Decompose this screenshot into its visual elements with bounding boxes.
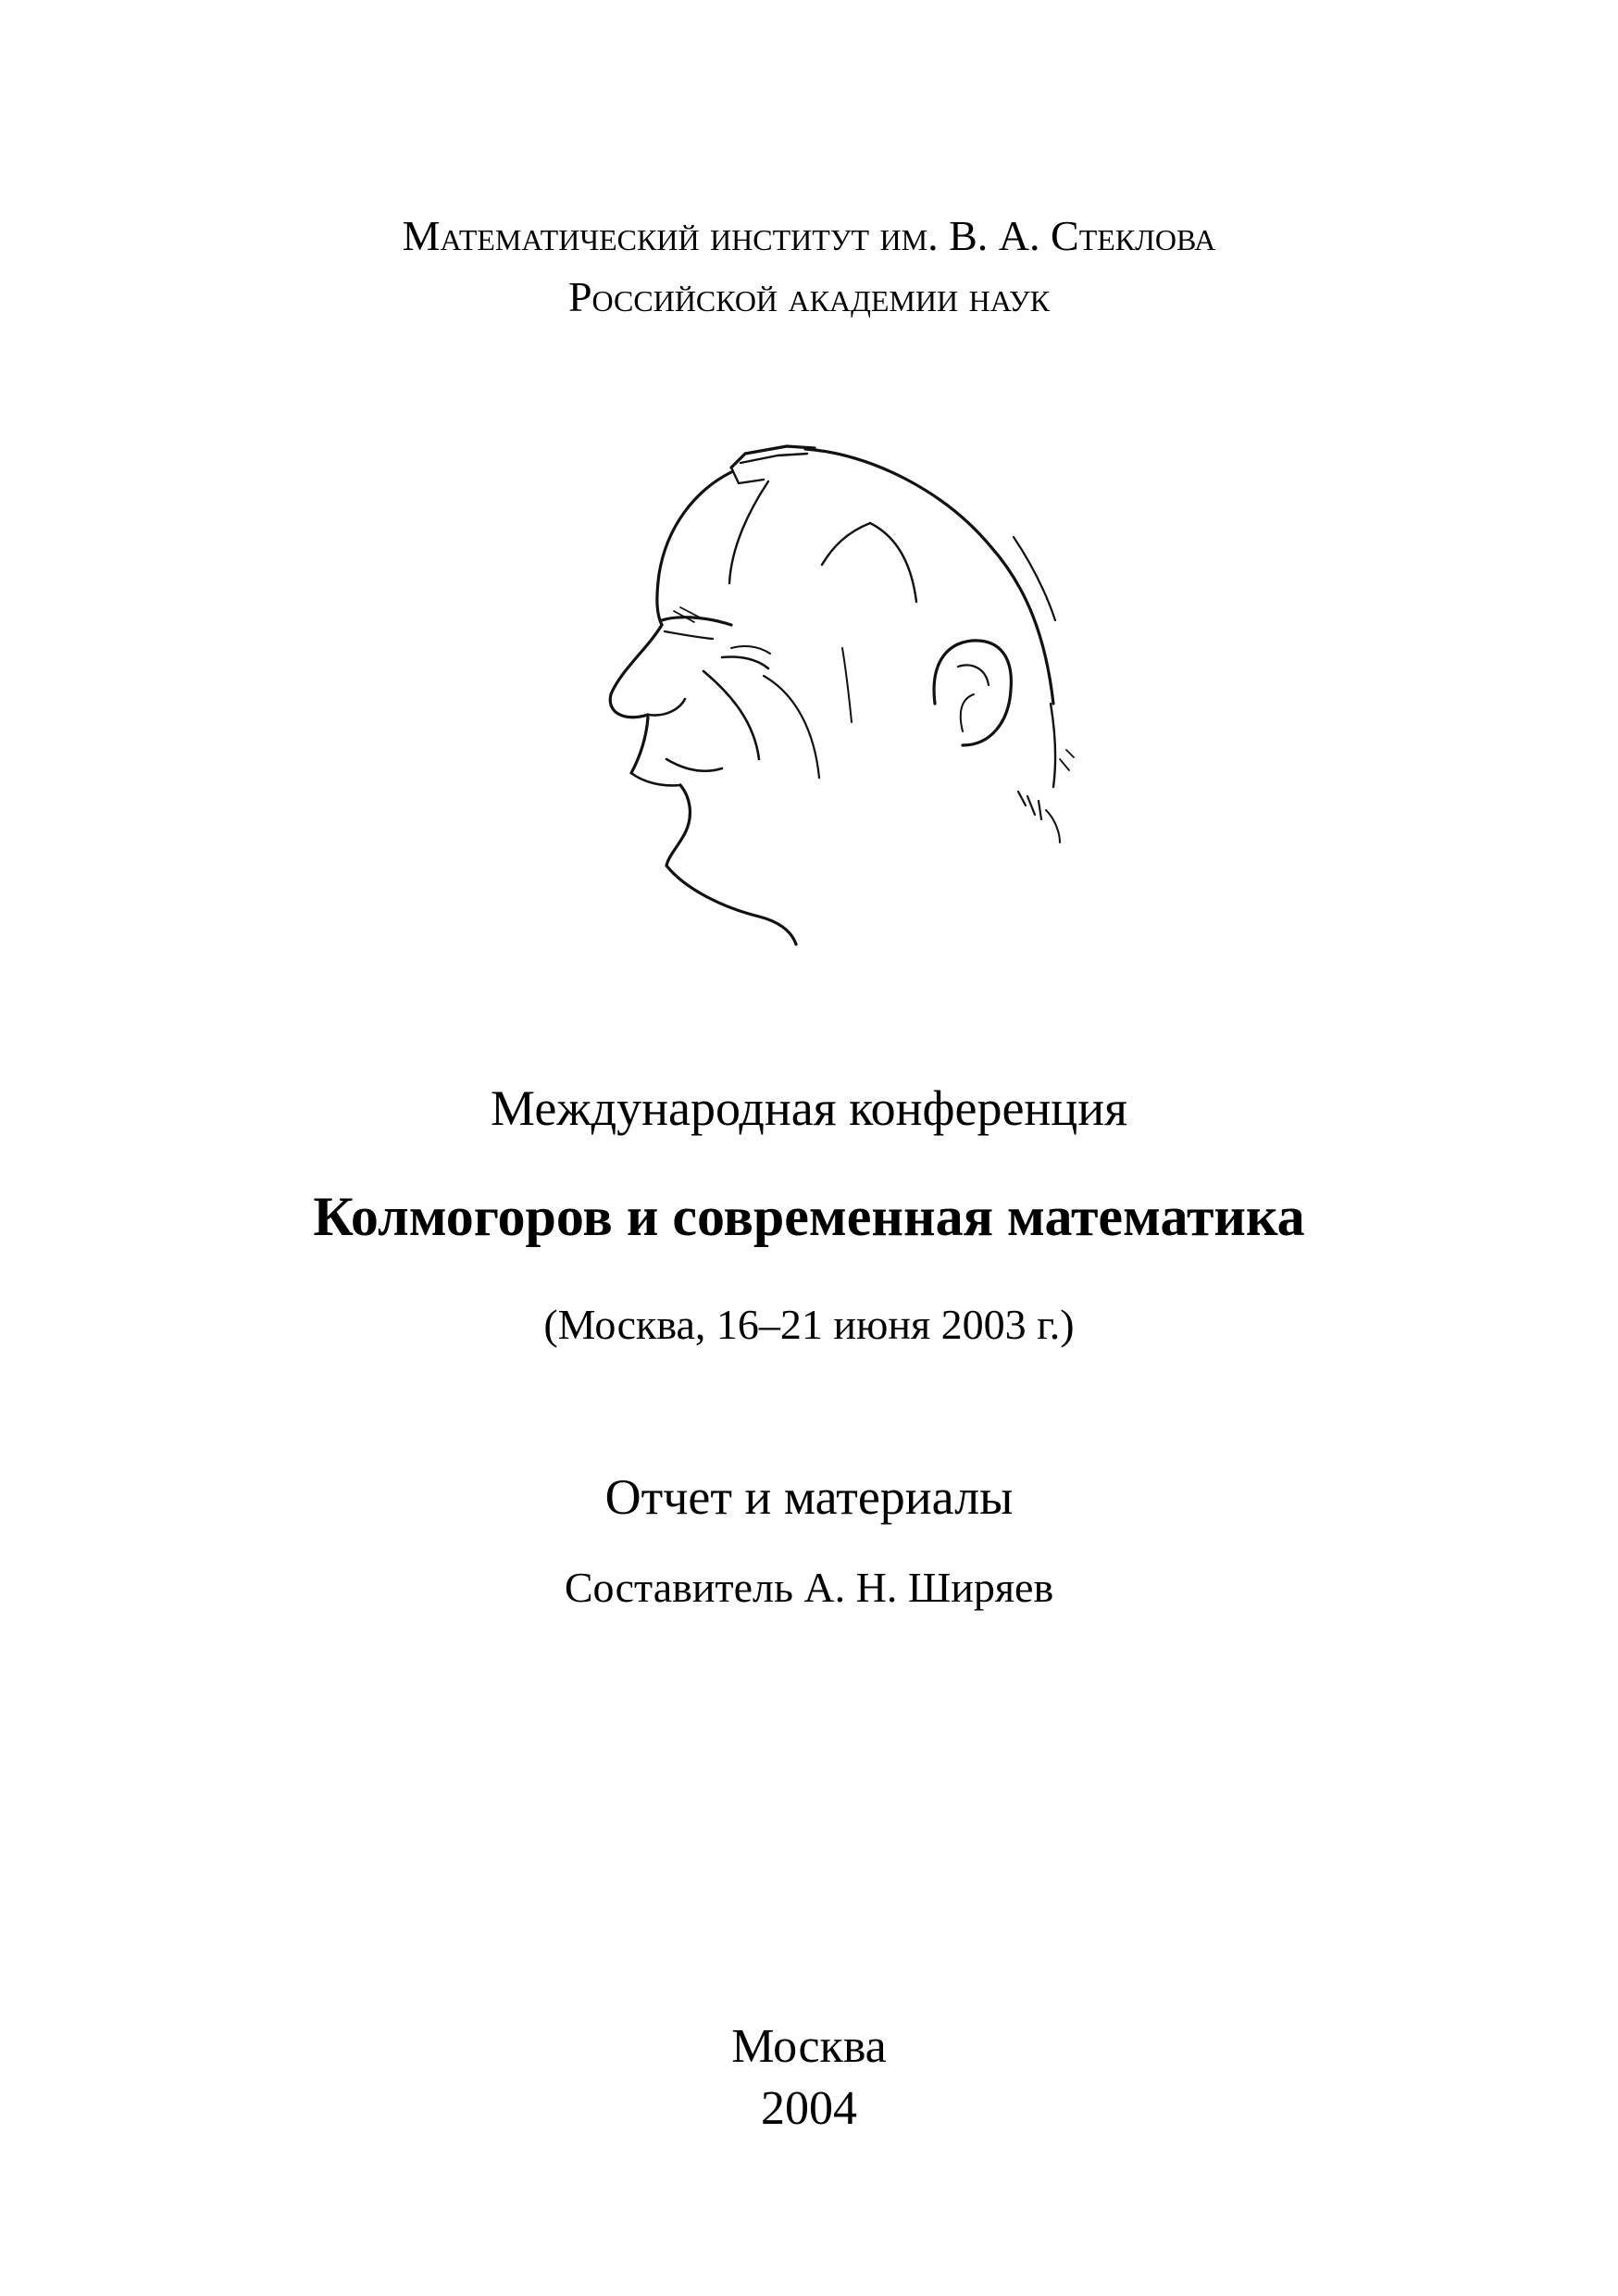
conference-title: Колмогоров и современная математика xyxy=(313,1186,1305,1247)
academy-name: Российской академии наук xyxy=(567,273,1051,320)
institute-name: Математический институт им. В. А. Стеклова xyxy=(402,212,1216,259)
compiler-credit: Составитель А. Н. Ширяев xyxy=(564,1564,1054,1611)
conference-dates: (Москва, 16–21 июня 2003 г.) xyxy=(543,1301,1075,1348)
conference-type: Международная конференция xyxy=(491,1080,1127,1136)
report-title: Отчет и материалы xyxy=(604,1469,1014,1525)
caricature-portrait-icon xyxy=(592,426,1111,981)
imprint-city: Москва xyxy=(731,2020,887,2073)
imprint-year: 2004 xyxy=(761,2082,857,2135)
